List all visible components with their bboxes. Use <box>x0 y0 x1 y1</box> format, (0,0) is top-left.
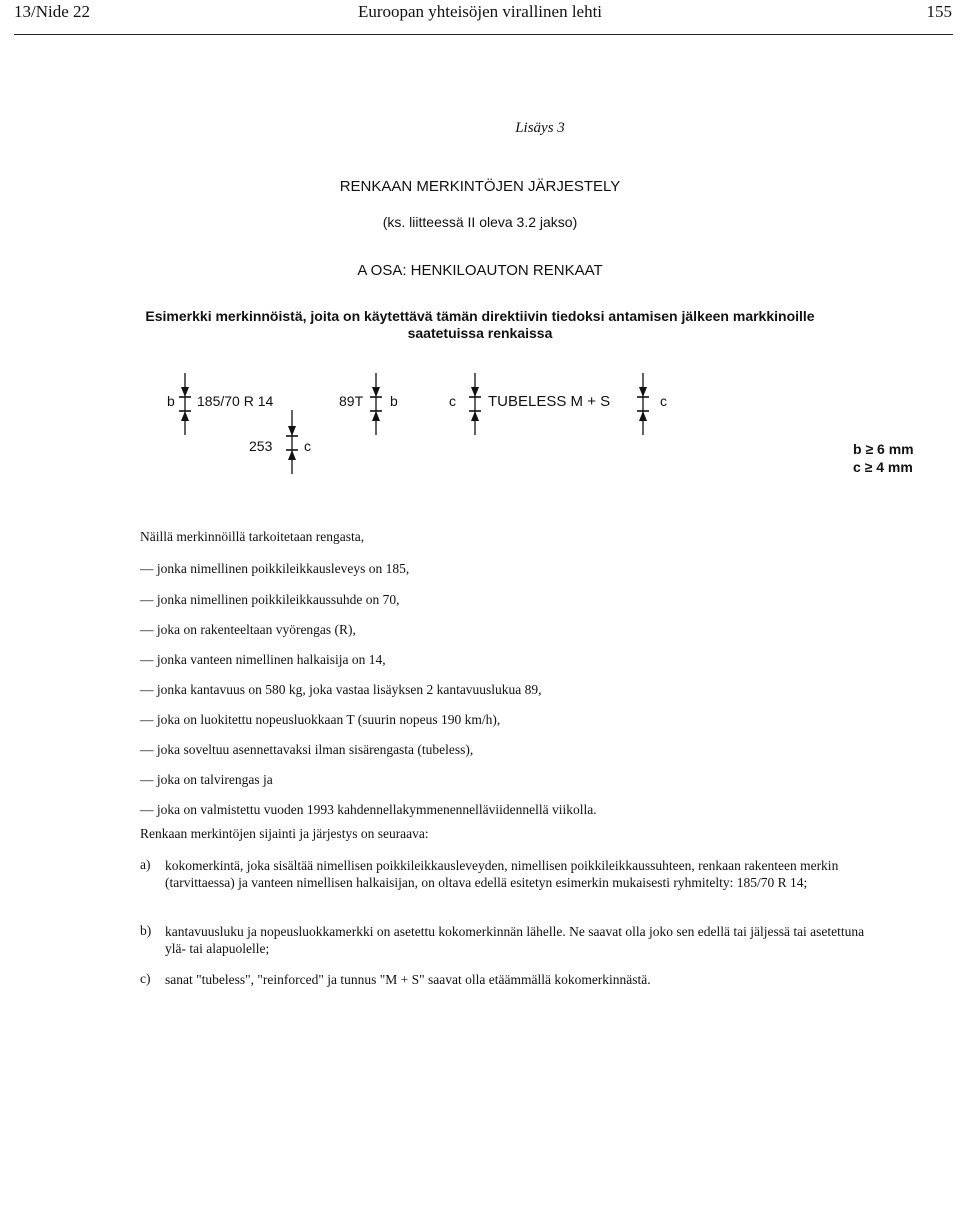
annex-title: Lisäys 3 <box>515 120 565 136</box>
load-speed-marking: 89T <box>339 393 364 409</box>
manufacture-week-marking: 253 <box>249 438 273 454</box>
list-marker-b: b) <box>140 923 152 938</box>
dim-label-b: b <box>167 393 175 409</box>
list-item: — jonka vanteen nimellinen halkaisija on 14, <box>140 652 386 667</box>
list-item: — joka on valmistettu vuoden 1993 kahdennellakymmenennelläviidennellä viikolla. <box>140 802 597 817</box>
dim-label-c: c <box>660 393 667 409</box>
header-page-number: 155 <box>926 2 952 21</box>
list-item: — joka on talvirengas ja <box>140 772 273 787</box>
list-text-c: sanat "tubeless", "reinforced" ja tunnus "M + S" saavat olla etäämmällä kokomerkinnästä. <box>165 972 651 987</box>
list-item: — joka on luokitettu nopeusluokkaan T (suurin nopeus 190 km/h), <box>140 712 501 727</box>
dim-label-c: c <box>449 393 456 409</box>
tyre-size-marking: 185/70 R 14 <box>197 393 274 409</box>
dim-label-c: c <box>304 438 311 454</box>
layout-intro-text: Renkaan merkintöjen sijainti ja järjestys on seuraava: <box>140 826 429 841</box>
header-page-ref: 13/Nide 22 <box>14 2 91 21</box>
list-item: — joka soveltuu asennettavaksi ilman sisärengasta (tubeless), <box>140 742 474 757</box>
list-text-a: kokomerkintä, joka sisältää nimellisen poikkileikkausleveyden, nimellisen poikkileikkaussuhteen, renkaan rakenteen merkin (tarvittaessa) ja vanteen nimellisen halkaisijan, on oltava edellä esitetyn esimerkin mukaisesti ryhmitelty: 185/70 R 14; <box>165 858 839 890</box>
dimension-b-spec: b ≥ 6 mm <box>853 441 914 457</box>
example-heading-line1: Esimerkki merkinnöistä, joita on käytettävä tämän direktiivin tiedoksi antamisen jälkeen markkinoille <box>145 308 815 324</box>
intro-text: Näillä merkinnöillä tarkoitetaan rengasta, <box>140 529 365 544</box>
header-journal-title: Euroopan yhteisöjen virallinen lehti <box>357 2 603 21</box>
header-rule <box>14 34 953 35</box>
list-marker-c: c) <box>140 971 151 986</box>
dimension-arrow-icon <box>370 373 382 435</box>
list-item: — jonka nimellinen poikkileikkaussuhde on 70, <box>140 592 400 607</box>
list-item: — jonka nimellinen poikkileikkausleveys on 185, <box>140 561 410 576</box>
example-heading-line2: saatetuissa renkaissa <box>407 325 553 341</box>
tubeless-ms-marking: TUBELESS M + S <box>488 393 611 410</box>
dimension-arrow-icon <box>179 373 191 435</box>
main-title: RENKAAN MERKINTÖJEN JÄRJESTELY <box>339 178 621 195</box>
list-item: — joka on rakenteeltaan vyörengas (R), <box>140 622 356 637</box>
list-text-b: kantavuusluku ja nopeusluokkamerkki on asetettu kokomerkinnän lähelle. Ne saavat olla joko sen edellä tai jäljessä tai asetettuna ylä- tai alapuolelle; <box>165 924 865 956</box>
dimension-arrow-icon <box>286 410 298 474</box>
dimension-arrow-icon <box>469 373 481 435</box>
sub-reference: (ks. liitteessä II oleva 3.2 jakso) <box>382 214 578 230</box>
dimension-c-spec: c ≥ 4 mm <box>853 459 913 475</box>
dim-label-b: b <box>390 393 398 409</box>
list-marker-a: a) <box>140 857 151 872</box>
dimension-arrow-icon <box>637 373 649 435</box>
list-item: — jonka kantavuus on 580 kg, joka vastaa lisäyksen 2 kantavuuslukua 89, <box>140 682 542 697</box>
part-title: A OSA: HENKILOAUTON RENKAAT <box>357 262 603 279</box>
